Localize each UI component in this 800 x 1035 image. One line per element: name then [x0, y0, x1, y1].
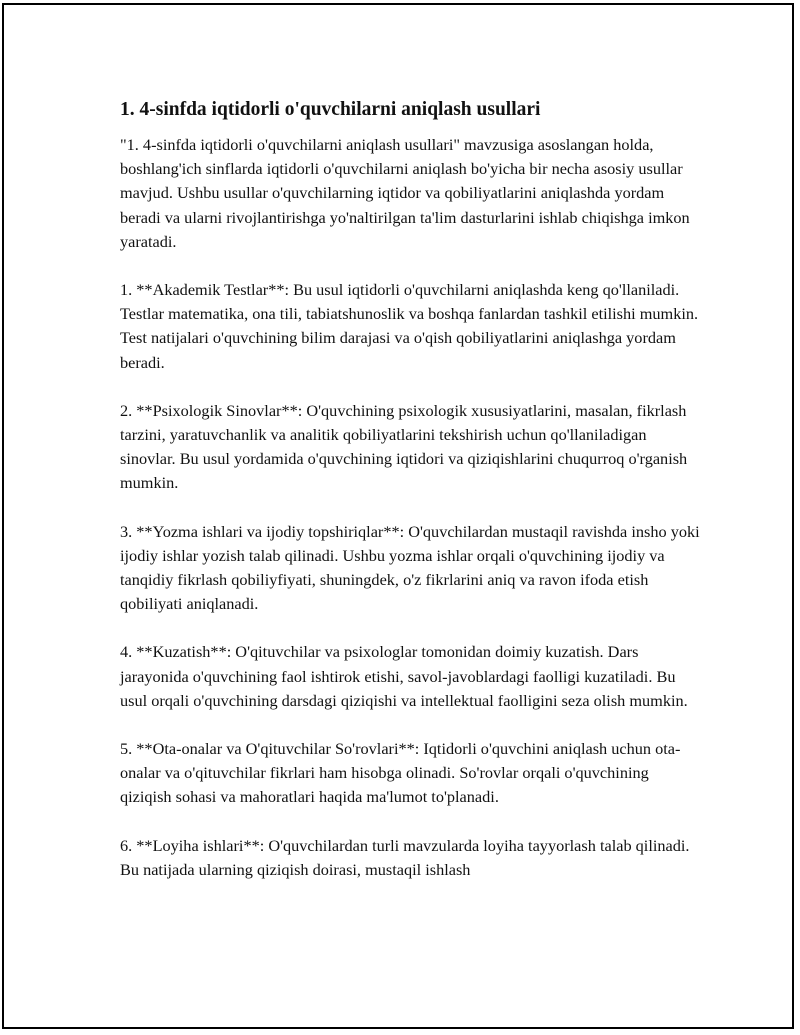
paragraph-projects: 6. **Loyiha ishlari**: O'quvchilardan turli mavzularda loyiha tayyorlash talab qilinadi. Bu natijada ularning qiziqish doirasi, mustaqil ishlash [120, 835, 690, 879]
paragraph-academic-tests: 1. **Akademik Testlar**: Bu usul iqtidorli o'quvchilarni aniqlashda keng qo'llaniladi. Testlar matematika, ona tili, tabiatshunoslik va boshqa fanlardan tashkil etilishi mumkin. Test natijalari o'quvchining bilim darajasi va o'qish qobiliyatlarini aniqlashga yordam beradi. [120, 280, 699, 372]
paragraph-written-works: 3. **Yozma ishlari va ijodiy topshiriqlar**: O'quvchilardan mustaqil ravishda insho yoki ijodiy ishlar yozish talab qilinadi. Ushbu yozma ishlar orqali o'quvchining ijodiy va tanqidiy fikrlash qobiliyfiyati, shuningdek, o'z fikrlarini aniq va ravon ifoda etish qobiliyati aniqlanadi. [120, 521, 700, 614]
document-content [120, 97, 700, 906]
paragraph-intro: "1. 4-sinfda iqtidorli o'quvchilarni aniqlash usullari" mavzusiga asoslangan holda, boshlang'ich sinflarda iqtidorli o'quvchilarni aniqlash bo'yicha bir necha asosiy usullar mavjud. Ushbu usullar o'quvchilarning iqtidor va qobiliyatlarini aniqlashda yordam beradi va ularni rivojlantirishga yo'naltirilgan ta'lim dasturlarini ishlab chiqishga imkon yaratadi. [120, 135, 690, 251]
paragraph-surveys: 5. **Ota-onalar va O'qituvchilar So'rovlari**: Iqtidorli o'quvchini aniqlash uchun ota-onalar va o'qituvchilar fikrlari ham hisobga olinadi. So'rovlar orqali o'quvchining qiziqish sohasi va mahoratlari haqida ma'lumot to'planadi. [120, 739, 681, 807]
document-page [2, 3, 794, 1029]
paragraph-observation: 4. **Kuzatish**: O'qituvchilar va psixologlar tomonidan doimiy kuzatish. Dars jarayonida o'quvchining faol ishtirok etishi, savol-javoblardagi faolligi kuzatiladi. Bu usul orqali o'quvchining darsdagi qiziqishi va intellektual faolligini seza olish mumkin. [120, 642, 688, 710]
document-title: 1. 4-sinfda iqtidorli o'quvchilarni aniqlash usullari [120, 99, 541, 120]
paragraph-psychological-tests: 2. **Psixologik Sinovlar**: O'quvchining psixologik xususiyatlarini, masalan, fikrlash tarzini, yaratuvchanlik va analitik qobiliyatlarini tekshirish uchun qo'llaniladigan sinovlar. Bu usul yordamida o'quvchining iqtidori va qiziqishlarini chuqurroq o'rganish mumkin. [120, 400, 688, 493]
